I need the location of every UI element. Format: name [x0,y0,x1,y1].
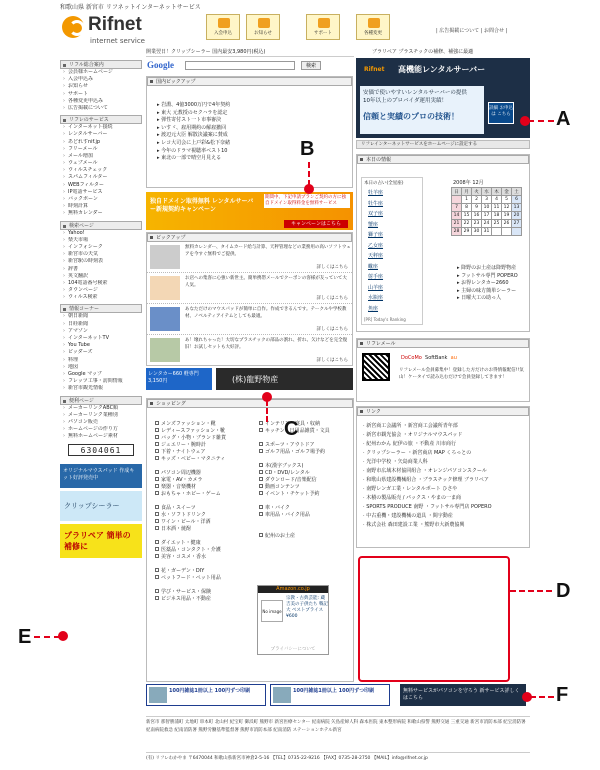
sidebar-item[interactable]: › 地図 [60,364,142,371]
shopping-category[interactable]: ジュエリー・腕時計 [155,442,255,449]
top-tagline: 和歌山県 新宮市 リフネットインターネットサービス [60,4,201,11]
amazon-widget[interactable] [257,585,329,655]
callout-f: F [556,684,569,706]
sidebar-item[interactable]: › インターネットTV [60,335,142,342]
callout-e-line [34,636,60,638]
shopping-category[interactable]: 花・ガーデン・DIY [155,568,255,575]
shopping-category[interactable]: CD・DVD/レンタル [259,470,353,477]
callout-b-line [308,162,310,186]
sidebar-item[interactable]: › 英文翻訳 [60,273,142,280]
calendar-day: 12 [502,204,512,212]
shopping-category[interactable]: 学び・サービス・保険 [155,589,255,596]
calendar-day: 30 [472,228,482,236]
callout-d: D [556,580,571,602]
rental-detail-button[interactable]: 詳細 お申込は こちら [488,102,514,124]
partner-link[interactable]: · 新宮市観光協会 ・オリジナルマウスパッド [363,432,463,438]
sidebar-item[interactable]: › 無料ホームページ素材 [60,433,142,440]
sidebar-item[interactable]: › 新宮市の天気 [60,251,142,258]
domain-banner-detail: 期間中、下記申請プランご契約の方に独自ドメイン取得料金を無料サービス [264,194,350,208]
shopping-category[interactable]: 医薬品・コンタクト・介護 [155,547,255,554]
support-icon [318,18,330,28]
zodiac-link[interactable]: 乙女座 [368,242,384,249]
sidebar-item[interactable]: › 朝日新聞 [60,313,142,320]
fortune-footer[interactable]: [PR] Today's Ranking [364,317,406,322]
partner-link[interactable]: · 紀州わかん 紀伊の旅 ・不動産 川市商行 [363,441,456,447]
signup-icon [218,18,230,28]
calendar-day: 31 [482,228,492,236]
topic-link[interactable]: ▸ 今年のドラマ視聴率ベスト10 [157,147,228,154]
shopping-category[interactable]: インテリア・寝具・収納 [259,421,353,428]
zodiac-link[interactable]: 蟹座 [368,221,379,228]
calendar-day: 7 [452,204,462,212]
amazon-title: Amazon.co.jp [258,586,328,593]
calendar-day: 14 [452,212,462,220]
shopping-category[interactable]: キッチン・日用品雑貨・文具 [259,428,353,435]
rifnet-logo-icon [62,16,84,38]
sidebar-section-title: 便利ページ [60,396,142,405]
sidebar-item[interactable]: › フレッツ工事・訪問情報 [60,378,142,385]
shopping-category[interactable]: 紀州のお土産 [259,533,353,540]
zodiac-link[interactable]: 射手座 [368,274,384,280]
sidebar-item[interactable]: › スパムフィルター [60,174,142,181]
pickup-item[interactable] [147,335,352,366]
sidebar-section [60,60,142,112]
callout-b: B [300,138,315,160]
spacer [155,582,255,589]
rental-line3: 信頼と実績のプロの技術！ [363,112,459,121]
pickup-panel [146,232,353,366]
rental-line1: 安価で使いやすいレンタルサーバーの提供 [363,90,467,96]
calendar-day: 10 [482,204,492,212]
shopping-category[interactable]: 食品・スイーツ [155,505,255,512]
sidebar-item[interactable]: › インフォシーク [60,244,142,251]
sidebar-item[interactable]: › 104電話番号検索 [60,280,142,287]
sidebar-item[interactable]: › インターネット接続 [60,124,142,131]
callout-e: E [18,626,32,648]
calendar-day [492,228,502,236]
bottom-ad-2[interactable] [270,684,390,706]
calendar-weekday: 土 [512,188,522,196]
spacer [259,526,353,533]
calendar-day: 22 [462,220,472,228]
calendar-weekday: 月 [462,188,472,196]
news-button[interactable]: お知らせ [246,14,280,40]
callout-a-line [528,120,554,122]
calendar-weekday: 木 [492,188,502,196]
info-ad-link[interactable]: ▸ 日曜大工の助っ人 [457,295,502,302]
shopping-category[interactable]: 車用品・バイク用品 [259,512,353,519]
pickup-more-link[interactable]: 詳しくはこちら [316,358,348,363]
calendar-title: 2008年 12月 [453,180,484,186]
bottom-ad-1[interactable] [146,684,266,706]
sidebar-item[interactable]: › 料理 [60,357,142,364]
partner-link[interactable]: · 株式会社 森田建設工業 ・熊野市大新農協興 [363,522,465,528]
shopping-category[interactable]: ビジネス用品・不動産 [155,596,255,603]
calendar-day: 20 [512,212,522,220]
carrier-list: DoCoMo SoftBank au [401,355,457,361]
sidebar-item[interactable]: › お知らせ [60,83,142,90]
sidebar-item[interactable]: › 会員様ホームページ [60,69,142,76]
info-ad-link[interactable]: ▸ 降野のお土産は降野物産 [457,265,517,271]
partner-link[interactable]: · 新宮商工会議所 ・新宮商工会議所青年部 [363,423,458,429]
domain-campaign-banner[interactable] [146,192,353,230]
calendar-day [512,228,522,236]
topics-panel [146,76,353,188]
rental-logo: Rifnet [364,66,385,73]
sidebar-item[interactable]: › 時刻計算 [60,203,142,210]
shopping-title: ショッピング [147,399,353,408]
topic-link[interactable]: ▸ レコ大司会に上戸彩&松下奈緒 [157,139,231,146]
partner-link[interactable]: · 南野市広域木材協同組合 ・オレンジパソコンスクール [363,468,487,474]
shopping-category[interactable]: 下着・ナイトウェア [155,449,255,456]
links-title: リンク [357,407,529,416]
sidebar-item[interactable]: › サポート [60,91,142,98]
partner-link[interactable]: · 木積の製品販売 / パックス・やまの一ま商 [363,495,462,501]
logo-sub: internet service [90,37,145,45]
callout-c-line [266,400,268,422]
info-ad-link[interactable]: ▸ 主婦の味方簡単シーラー [457,287,517,294]
search-input[interactable] [185,61,295,70]
change-button[interactable]: 各種変更 [356,14,390,40]
pickup-more-link[interactable]: 詳しくはこちら [316,265,348,270]
sidebar-item[interactable]: › ウェブメール [60,160,142,167]
sidebar-item[interactable]: › Google マップ [60,371,142,378]
shopping-category[interactable]: 美容・コスメ・香水 [155,554,255,561]
shopping-category[interactable]: レディースファッション・靴 [155,428,255,435]
sidebar-section-title: リフル総合案内 [60,60,142,69]
clipsealer-ad[interactable]: クリップシーラー [60,491,142,521]
news-ticker[interactable]: ブラリペア プラスチックの補修、補強に最適 [372,49,474,55]
sidebar-section-title: 検索ページ [60,221,142,230]
sidebar-item[interactable]: › 辞書 [60,266,142,273]
shopping-category[interactable]: 車・バイク [259,505,353,512]
pickup-thumb [150,307,180,331]
sidebar-item[interactable]: › ビッダーズ [60,349,142,356]
tatsuno-banner[interactable]: (株)龍野物産 [216,368,353,390]
shopping-category[interactable]: 楽器・音楽機材 [155,484,255,491]
pickup-thumb [150,276,180,300]
sidebar-item[interactable]: › メーカーリンクABC順 [60,405,142,412]
campaign-button[interactable]: キャンペーンはこちら [284,220,348,228]
shopping-category[interactable]: 水・ソフトドリンク [155,512,255,519]
sidebar-item[interactable]: › IP電話サービス [60,189,142,196]
shopping-category[interactable]: 本(漢字ブックス) [259,463,353,470]
sidebar-item[interactable]: › ウィルス検索 [60,294,142,301]
amazon-product[interactable]: 宗教・古典芸能: 蔵吉美の子供たち 戦記大 ベストプライス ¥600 [286,596,328,619]
search-button[interactable]: 検索 [301,61,321,70]
topics-title: 国内ピックアップ [147,77,352,86]
calendar-day: 25 [492,220,502,228]
callout-f-line [530,696,554,698]
sidebar-item[interactable]: › メーカーリンク業種別 [60,412,142,419]
partner-link[interactable]: · 南野レンガ工業・レンタルボート ひさや [363,486,458,492]
pricing-strip[interactable]: 開業翌日！クリップシーラー 国内最安3,980円(税込) [146,48,354,57]
google-logo: Google [147,60,174,70]
sidebar-section-title: リフレのサービス [60,115,142,124]
shopping-category[interactable]: スポーツ・アウトドア [259,442,353,449]
shopping-category[interactable]: 家電・AV・カメラ [155,477,255,484]
calendar-day: 27 [512,220,522,228]
links-panel [356,406,530,548]
shopping-category[interactable]: イベント・チケット予約 [259,491,353,498]
calendar-day [502,228,512,236]
calendar-day: 29 [462,228,472,236]
calendar-day: 24 [482,220,492,228]
sidebar-item[interactable]: › 日経新聞 [60,321,142,328]
shopping-category[interactable]: ダイエット・健康 [155,540,255,547]
calendar-day: 16 [472,212,482,220]
shopping-category[interactable]: バッグ・小物・ブランド雑貨 [155,435,255,442]
partner-link[interactable]: · クリップシーラー ・新宮商店 MAP くろっとの [363,450,472,456]
topic-link[interactable]: ▸ 弾性寄付スト一ト市事審決 [157,117,222,124]
shopping-category[interactable]: おもちゃ・ホビー・ゲーム [155,491,255,498]
shopping-category[interactable]: ワイン・ビール・洋酒 [155,519,255,526]
shopping-category[interactable]: パソコン周辺機器 [155,470,255,477]
fortune-head: 本日の占い(全星座) [364,181,404,186]
zodiac-link[interactable]: 双子座 [368,211,384,217]
info-panel [356,154,530,332]
set-homepage-link[interactable]: リフレインターネットサービスをホームページに設定する [356,140,530,149]
calendar-day: 15 [462,212,472,220]
sidebar-item[interactable]: › You Tube [60,342,142,349]
amazon-noimage: No image [261,600,283,622]
calendar-day: 17 [482,212,492,220]
bottom-ad-2-text: 100円雑誌1冊以上 100円ずつ印刷 [293,688,375,694]
news-icon [258,18,270,28]
sidebar-item[interactable]: › 新宮市観光情報 [60,385,142,392]
zodiac-link[interactable]: 天秤座 [368,253,384,259]
sidebar-item[interactable]: › レンタルサーバー [60,131,142,138]
pickup-title: ピックアップ [147,233,352,242]
fortune-box [361,177,423,325]
spacer [155,533,255,540]
pickup-more-link[interactable]: 詳しくはこちら [316,327,348,332]
pickup-thumb [150,245,180,269]
sidebar-item[interactable]: › バックボーン [60,196,142,203]
shopping-category[interactable]: 日本酒・焼酎 [155,526,255,533]
topic-link[interactable]: ▸ 東北の一部で晴空月見える [157,155,222,162]
zodiac-link[interactable]: 牡羊座 [368,190,384,196]
pickup-more-link[interactable]: 詳しくはこちら [316,296,348,301]
magazine-thumb [149,687,167,703]
calendar-weekday: 金 [502,188,512,196]
logo-name: Rifnet [88,14,142,35]
sidebar-item[interactable]: › 各種変更申込み [60,98,142,105]
calendar [451,187,522,236]
pickup-thumb [150,338,180,362]
sidebar-section [60,115,142,217]
calendar-day: 21 [452,220,462,228]
amazon-privacy[interactable]: プライバシーについて [270,647,316,652]
zodiac-link[interactable]: 山羊座 [368,284,384,291]
calendar-day: 1 [462,196,472,204]
visitor-counter: 6304061 [68,444,134,456]
spacer [259,498,353,505]
mobile-title: リフレメール [357,339,529,348]
qr-code [362,353,390,381]
footer-links[interactable]: 新宮市 那智勝浦町 太地町 串本町 北山村 紀宝町 御浜町 熊野市 新宮医療センター 紀南病院 矢島産婦人科 森本医院 東本整形病院 和歌山県警 熊野交通 三重交通 新宮市消防本部 紀宝消防署 紀南病院救急 紀南消防署 熊野労働基準監督署 熊野市消防本部 紀南消防 ステーションホテル新宮 [146,716,530,735]
sidebar-section [60,221,142,302]
sidebar-section [60,304,142,392]
calendar-day: 28 [452,228,462,236]
calendar-weekday: 日 [452,188,462,196]
header-links[interactable]: | 広告掲載について | お問合せ | [436,28,508,34]
topic-link[interactable]: ▸ 渡辺元大臣 解散決議案に賛成 [157,132,228,139]
topic-link[interactable]: ▸ 岩淵、4億3000万円で4年契約 [157,102,231,108]
pickup-text: あ！壊れちゃった！大切なプラスチックの部品の割れ、折れ、欠けなどを完全復旧！お試しセットも大好評。 [185,338,348,350]
calendar-day: 3 [482,196,492,204]
sidebar-section [60,396,142,441]
calendar-day: 23 [472,220,482,228]
calendar-day: 26 [502,220,512,228]
info-ad-link[interactable]: ▸ お得レンタカー2660 [457,280,509,287]
sidebar-item[interactable]: › Yahoo! [60,230,142,237]
shopping-category[interactable]: キッズ・ベビー・マタニティ [155,456,255,463]
calendar-day [452,196,462,204]
sidebar [60,60,142,558]
callout-d-line [510,590,552,592]
partner-link[interactable]: · SPORTS PRODUCE 南野 ・フットサル専門店 POPERO [363,504,492,510]
shopping-category[interactable]: ダウンロード/音楽配信 [259,477,353,484]
support-button[interactable]: サポート [306,14,340,40]
sidebar-item[interactable]: › ウィルスチェック [60,167,142,174]
bottom-ad-1-text: 100円雑誌1冊以上 100円ずつ印刷 [169,688,251,694]
mobile-text: リフレメール会員募集中！登録した方だけのお得情報配信!!気山！ケータイで読み込むだけで会員登録してきます！ [399,368,524,380]
sidebar-section-title: 情報コーナー [60,304,142,313]
pickup-text: お店への集客に心強い新世主。簡単携帯メールでクーポンの客様が友っていて大人気。 [185,276,347,288]
footer-address: (有) リフレわかやま 〒6470044 和歌山県新宮市神倉2-5-16 【TEL】0735-22-9216 【FAX】0735-28-2750 【MAIL】info@rifnet.or.jp [146,752,530,761]
mousepad-ad[interactable]: オリジナルマウスパッド 作成キット好評発売中 [60,464,142,488]
calendar-day: 2 [472,196,482,204]
shopping-category[interactable]: メンズファッション・靴 [155,421,255,428]
info-ad-link[interactable]: ▸ フットサル専門 POPERO [457,272,518,279]
calendar-day: 18 [492,212,502,220]
sidebar-item[interactable]: › フリーメール [60,146,142,153]
rental-server-ad[interactable] [356,58,530,138]
sidebar-item[interactable]: › メール増加 [60,153,142,160]
topic-link[interactable]: ▸ いすゞ、雇用期約の解雇撤回 [157,124,227,131]
sidebar-item[interactable]: › WEBフィルター [60,182,142,189]
calendar-day: 9 [472,204,482,212]
rifnet-logo[interactable] [62,14,192,50]
spacer [155,498,255,505]
spacer [259,435,353,442]
sidebar-item[interactable]: › あどれすnif.jp [60,139,142,146]
calendar-day: 19 [502,212,512,220]
zodiac-link[interactable]: 牡牛座 [368,200,384,207]
zodiac-link[interactable]: 水瓶座 [368,295,384,301]
partner-link[interactable]: · 光洋中学校 ・矢島商業人科 [363,459,428,465]
calendar-weekday: 火 [472,188,482,196]
pickup-item[interactable] [147,242,352,273]
sidebar-item[interactable]: › パソコン販売 [60,419,142,426]
sidebar-item[interactable]: › 入会申込み [60,76,142,83]
callout-a: A [556,108,571,130]
sidebar-item[interactable]: › 新宮駅の時刻表 [60,258,142,265]
spacer [155,561,255,568]
spacer [155,463,255,470]
zodiac-link[interactable]: 蠍座 [368,263,379,270]
calendar-day: 6 [512,196,522,204]
highlight-box-d [358,556,510,682]
shopping-category[interactable]: ペットフード・ペット用品 [155,575,255,582]
pickup-text: 無料カレンダー、タイムカード給与計算、天秤管理などの業務用の高いソフトウェアを今すぐ無料でご提供。 [185,245,351,257]
rental-line2: 10年以上のプロバイダ運用実績！ [363,98,447,104]
spacer [259,519,353,526]
shopping-category[interactable]: ゴルフ用品・ゴルフ場予約 [259,449,353,456]
spacer [259,456,353,463]
rentacar-banner[interactable]: レンタカー660 軽専門 3,150円 [146,368,212,390]
pickup-item[interactable] [147,304,352,335]
topic-link[interactable]: ▸ 東大 元教授のセクハラを認定 [157,109,228,116]
calendar-day: 4 [492,196,502,204]
plarepair-ad[interactable]: プラリペア 簡単の補修に [60,524,142,558]
sidebar-item[interactable]: › アマゾン [60,328,142,335]
info-title: 本日の情報 [357,155,529,164]
partner-link[interactable]: · 和歌山県建設機械組合 ・ブラスチック修理 ブラリペア [363,477,489,483]
callout-c: C [284,418,299,440]
sidebar-item[interactable]: › ホームページの作り方 [60,426,142,433]
calendar-weekday: 水 [482,188,492,196]
calendar-day: 5 [502,196,512,204]
calendar-day: 11 [492,204,502,212]
security-ad[interactable]: 無料サービスがパソコンを守ろう 新サービス詳しくはこちら [400,684,526,706]
zodiac-link[interactable]: 獅子座 [368,232,384,238]
sidebar-item[interactable]: › 広告掲載について [60,105,142,112]
change-icon [368,18,380,28]
pickup-text: あなただけのマウスパッドが簡単に自作。作成できるんです。テークルや学校教材、ノベルティアイテムとしても最適。 [185,307,347,319]
sidebar-item[interactable]: › 楽天市場 [60,237,142,244]
calendar-day: 13 [512,204,522,212]
mobile-panel [356,338,530,402]
magazine-thumb-2 [273,687,291,703]
domain-banner-text: 独自ドメイン取得無料 レンタルサーバー新規契約キャンペーン [150,198,254,213]
shopping-panel [146,398,354,682]
pickup-item[interactable] [147,273,352,304]
zodiac-link[interactable]: 魚座 [368,305,379,312]
sidebar-item[interactable]: › 無料カレンダー [60,210,142,217]
shopping-category[interactable]: 動画コンテンツ [259,484,353,491]
calendar-day: 8 [462,204,472,212]
callout-e-dot [58,631,68,641]
sidebar-item[interactable]: › タウンページ [60,287,142,294]
search-bar [147,60,353,72]
partner-link[interactable]: · 中古重機・建設機械の道具 ・間宇動産 [363,513,453,519]
signup-button[interactable]: 入会申込 [206,14,240,40]
rental-title: 高機能レンタルサーバー [398,65,486,74]
